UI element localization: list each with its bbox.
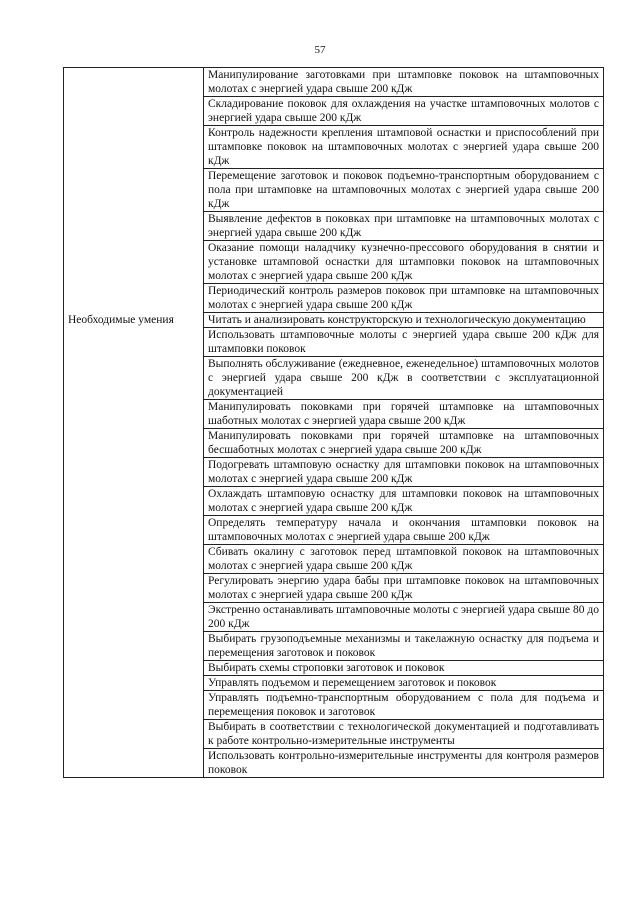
skill-item: Управлять подъемно-транспортным оборудованием с пола для подъема и перемещения поковок и заготовок bbox=[204, 691, 604, 720]
skill-item: Выбирать схемы строповки заготовок и поковок bbox=[204, 661, 604, 676]
skill-item: Сбивать окалину с заготовок перед штамповкой поковок на штамповочных молотах с энергией удара свыше 200 кДж bbox=[204, 545, 604, 574]
skill-item: Использовать контрольно-измерительные инструменты для контроля размеров поковок bbox=[204, 749, 604, 778]
action-item: Контроль надежности крепления штамповой оснастки и приспособлений при штамповке поковок на штамповочных молотах с энергией удара свыше 200 кДж bbox=[204, 126, 604, 169]
action-item: Манипулирование заготовками при штамповке поковок на штамповочных молотах с энергией удара свыше 200 кДж bbox=[204, 68, 604, 97]
table-row bbox=[64, 68, 604, 97]
action-item: Перемещение заготовок и поковок подъемно-транспортным оборудованием с пола при штамповке на штамповочных молотах с энергией удара свыше 200 кДж bbox=[204, 169, 604, 212]
action-item: Выявление дефектов в поковках при штамповке на штамповочных молотах с энергией удара свыше 200 кДж bbox=[204, 212, 604, 241]
required-skills-label: Необходимые умения bbox=[64, 313, 204, 778]
skill-item: Экстренно останавливать штамповочные молоты с энергией удара свыше 80 до 200 кДж bbox=[204, 603, 604, 632]
skill-item: Выбирать грузоподъемные механизмы и такелажную оснастку для подъема и перемещения заготовок и поковок bbox=[204, 632, 604, 661]
labor-functions-table bbox=[63, 67, 604, 778]
action-item: Оказание помощи наладчику кузнечно-прессового оборудования в снятии и установке штамповой оснастки для штамповки поковок на штамповочных молотах с энергией удара свыше 200 кДж bbox=[204, 241, 604, 284]
skill-item: Использовать штамповочные молоты с энергией удара свыше 200 кДж для штамповки поковок bbox=[204, 328, 604, 357]
skill-item: Манипулировать поковками при горячей штамповке на штамповочных бесшаботных молотах с энергией удара свыше 200 кДж bbox=[204, 429, 604, 458]
skill-item: Определять температуру начала и окончания штамповки поковок на штамповочных молотах с энергией удара свыше 200 кДж bbox=[204, 516, 604, 545]
skill-item: Управлять подъемом и перемещением заготовок и поковок bbox=[204, 676, 604, 691]
skill-item: Охлаждать штамповую оснастку для штамповки поковок на штамповочных молотах с энергией удара свыше 200 кДж bbox=[204, 487, 604, 516]
skill-item: Регулировать энергию удара бабы при штамповке поковок на штамповочных молотах с энергией удара свыше 200 кДж bbox=[204, 574, 604, 603]
action-item: Периодический контроль размеров поковок при штамповке на штамповочных молотах с энергией удара свыше 200 кДж bbox=[204, 284, 604, 313]
label-cell-empty bbox=[64, 68, 204, 313]
skill-item: Подогревать штамповую оснастку для штамповки поковок на штамповочных молотах с энергией удара свыше 200 кДж bbox=[204, 458, 604, 487]
skill-item: Выбирать в соответствии с технологической документацией и подготавливать к работе контрольно-измерительные инструменты bbox=[204, 720, 604, 749]
page-number: 57 bbox=[314, 44, 326, 56]
action-item: Складирование поковок для охлаждения на участке штамповочных молотов с энергией удара свыше 200 кДж bbox=[204, 97, 604, 126]
skill-item: Читать и анализировать конструкторскую и технологическую документацию bbox=[204, 313, 604, 328]
skill-item: Выполнять обслуживание (ежедневное, еженедельное) штамповочных молотов с энергией удара свыше 200 кДж в соответствии с эксплуатационной документацией bbox=[204, 357, 604, 400]
table-row bbox=[64, 313, 604, 328]
skill-item: Манипулировать поковками при горячей штамповке на штамповочных шаботных молотах с энергией удара свыше 200 кДж bbox=[204, 400, 604, 429]
